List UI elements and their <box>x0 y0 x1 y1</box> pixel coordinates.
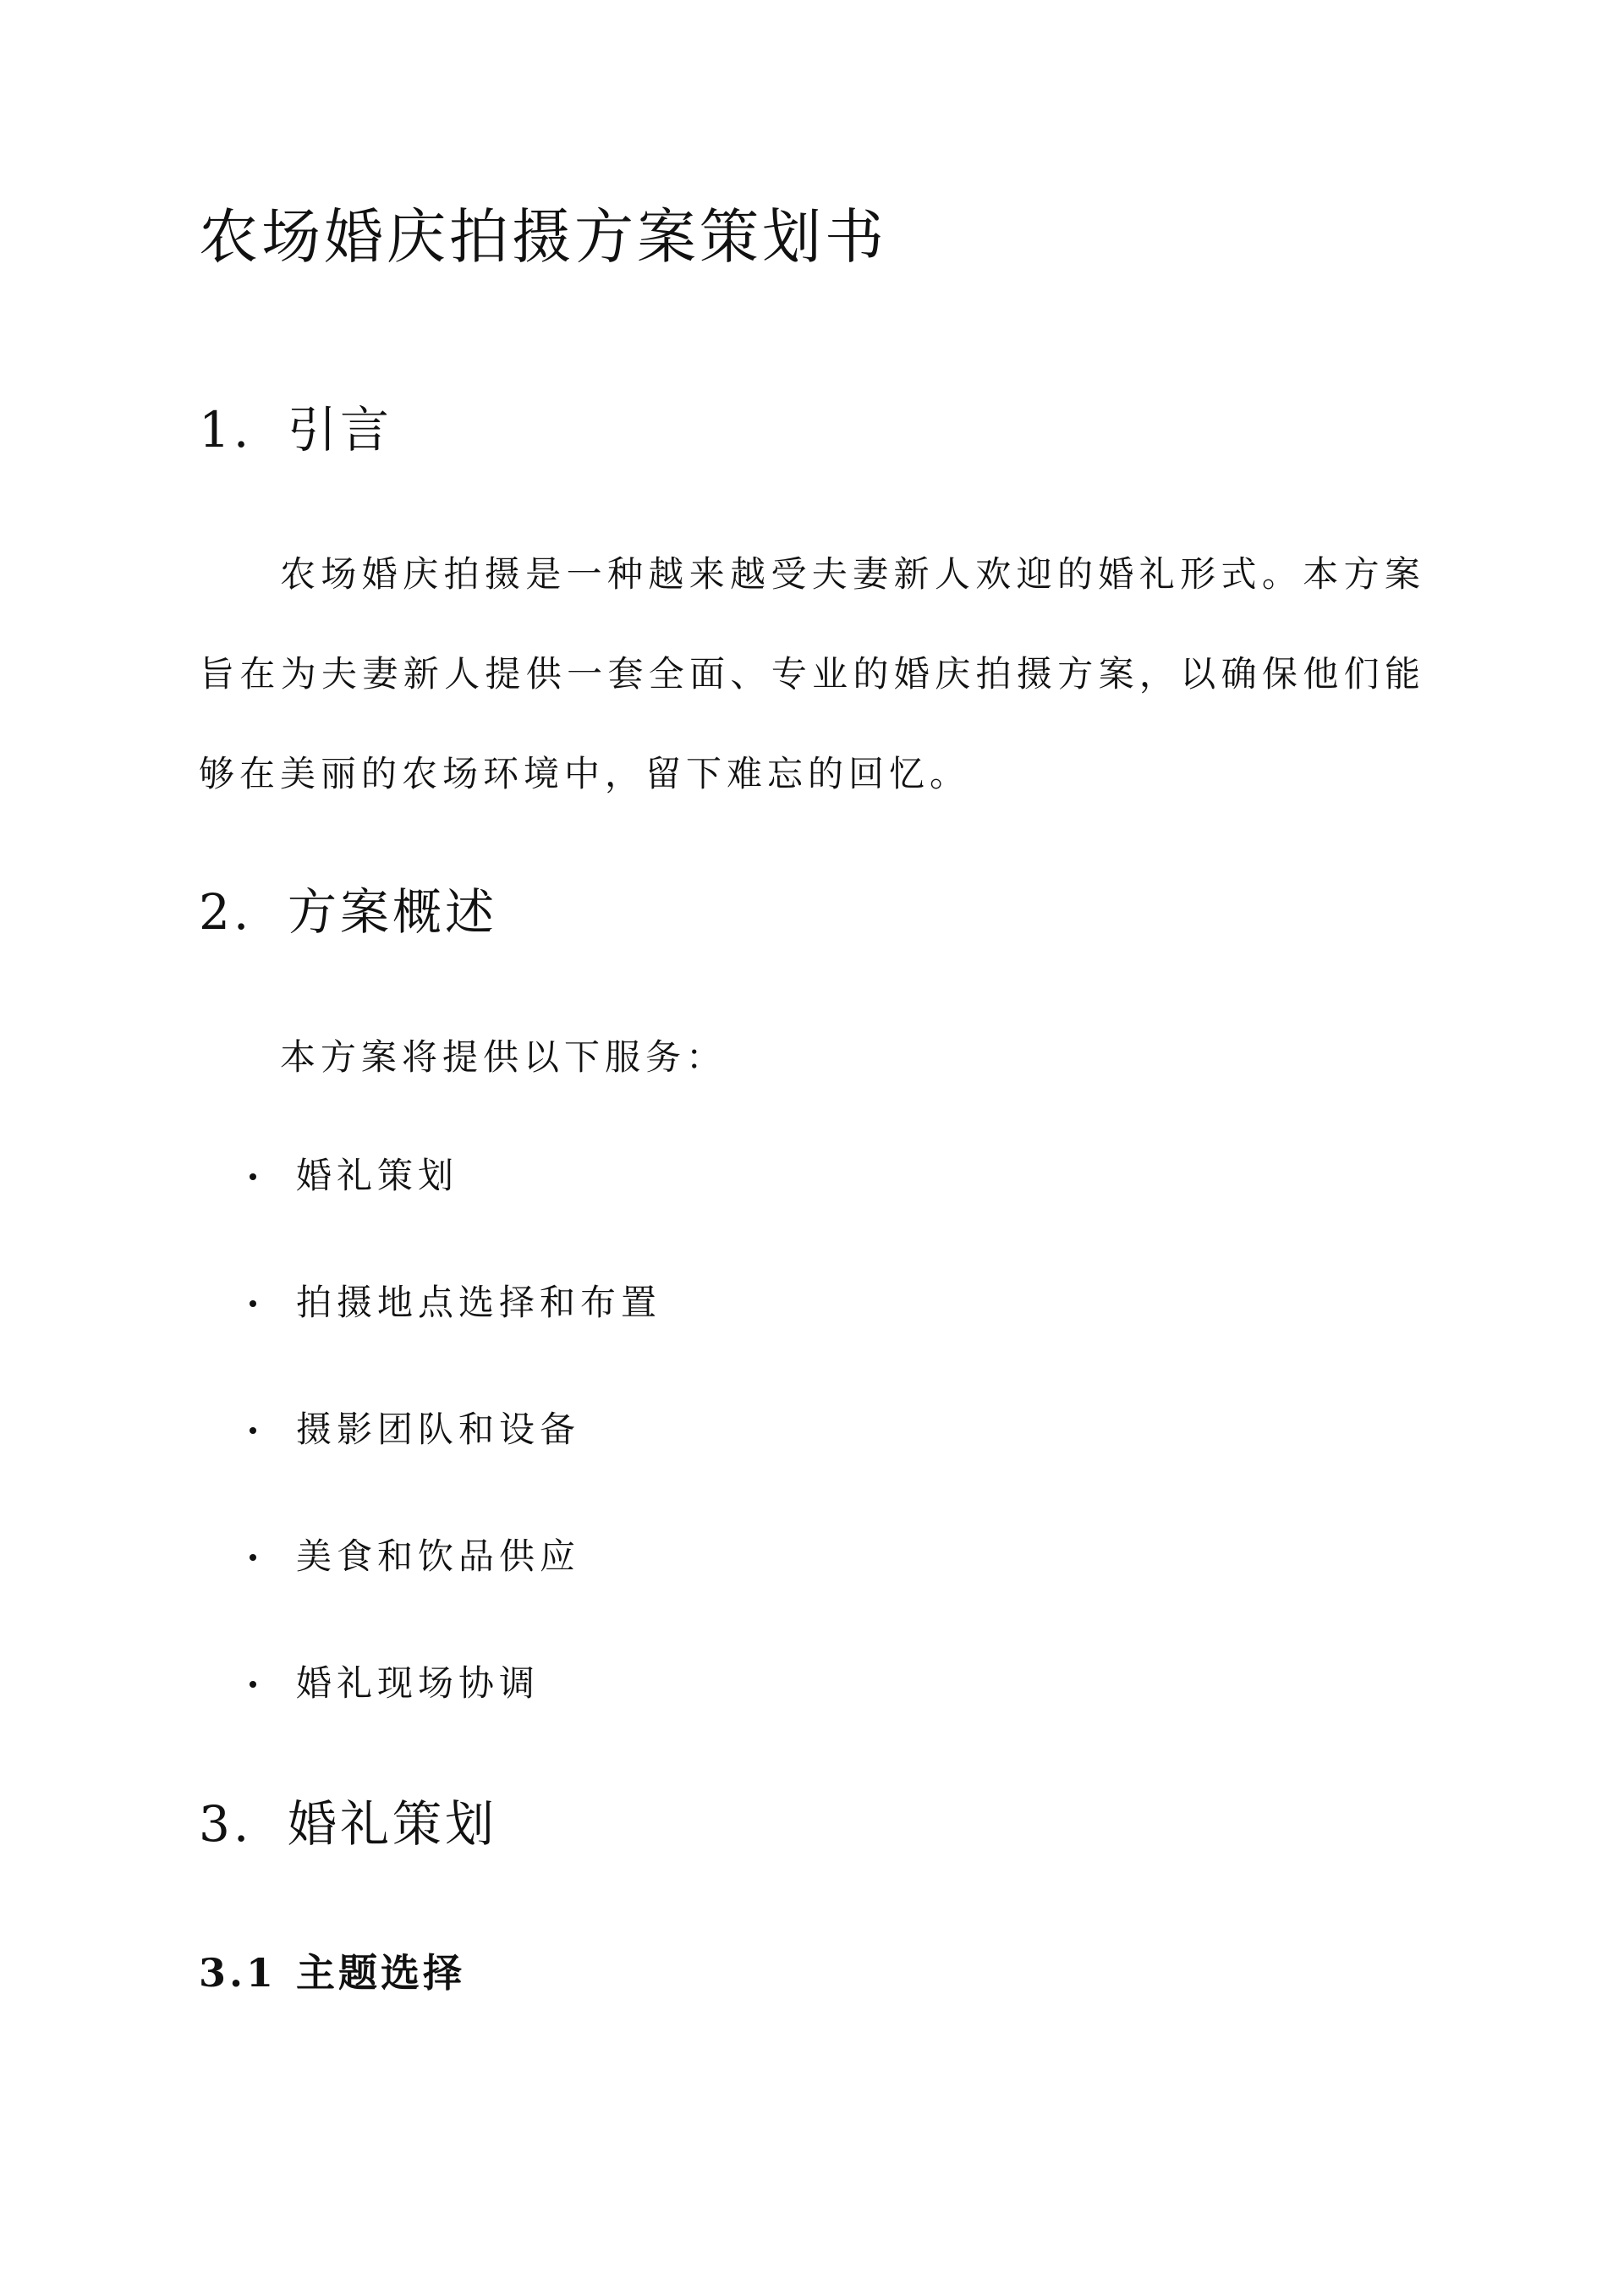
list-item-label: 摄影团队和设备 <box>296 1409 581 1450</box>
bullet-icon <box>250 1300 256 1307</box>
section-title-1: 引言 <box>288 401 393 459</box>
section-heading-3 <box>199 1792 497 1856</box>
section-heading-2 <box>199 880 497 944</box>
list-item-label: 婚礼现场协调 <box>296 1662 540 1704</box>
section-number-3: 3. <box>199 1795 253 1853</box>
bullet-icon <box>250 1427 256 1434</box>
section-heading-1 <box>199 398 392 462</box>
section-title-2: 方案概述 <box>288 883 498 941</box>
subsection-heading-3-1 <box>199 1946 465 2000</box>
list-item-label: 拍摄地点选择和布置 <box>296 1282 662 1323</box>
document-title: 农场婚庆拍摄方案策划书 <box>199 202 887 272</box>
services-intro: 本方案将提供以下服务： <box>280 1036 727 1078</box>
subsection-title-3-1: 主题选择 <box>296 1950 465 1996</box>
list-item-label: 婚礼策划 <box>296 1155 459 1196</box>
bullet-icon <box>250 1681 256 1688</box>
subsection-number-3-1: 3.1 <box>199 1950 277 1996</box>
bullet-icon <box>250 1173 256 1180</box>
intro-paragraph: 农场婚庆拍摄是一种越来越受夫妻新人欢迎的婚礼形式。本方案旨在为夫妻新人提供一套全面、专业的婚庆拍摄方案，以确保他们能够在美丽的农场环境中，留下难忘的回忆。 <box>199 553 1425 794</box>
list-item-label: 美食和饮品供应 <box>296 1535 581 1577</box>
section-number-2: 2. <box>199 883 253 941</box>
section-number-1: 1. <box>199 401 253 459</box>
section-title-3: 婚礼策划 <box>288 1795 498 1853</box>
bullet-icon <box>250 1554 256 1561</box>
